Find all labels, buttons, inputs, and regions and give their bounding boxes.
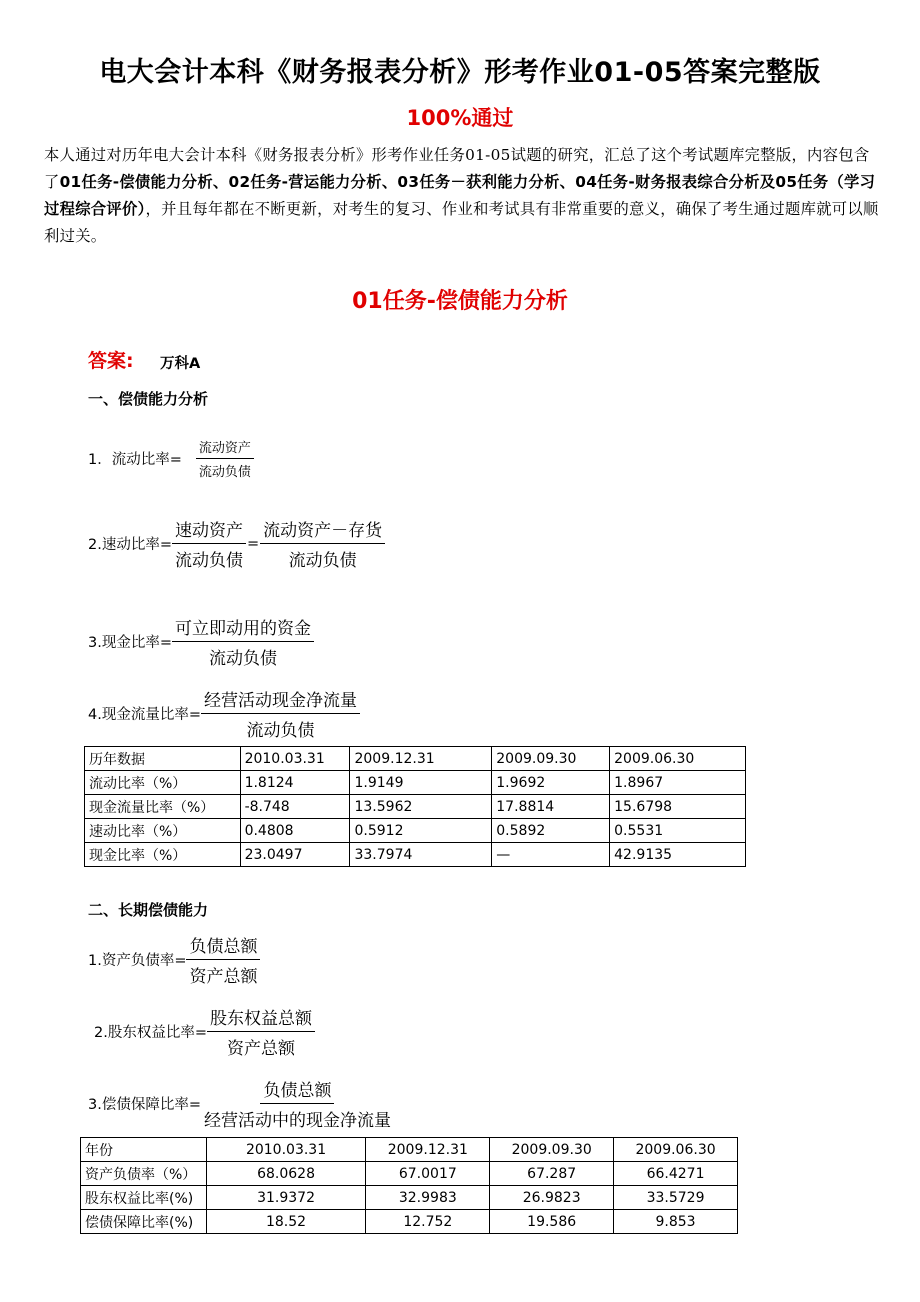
table-cell: 19.586 <box>490 1210 614 1234</box>
numerator: 可立即动用的资金 <box>172 614 314 642</box>
denominator: 流动负债 <box>174 551 243 571</box>
table-cell: 现金比率（%） <box>85 843 241 867</box>
part2-heading: 二、长期偿债能力 <box>88 901 209 919</box>
fraction <box>201 686 360 741</box>
table-cell: 1.9692 <box>492 771 610 795</box>
intro-paragraph <box>44 142 880 250</box>
section-title: 01任务-偿债能力分析 <box>352 289 568 314</box>
table-cell: -8.748 <box>240 795 350 819</box>
table-row <box>85 819 746 843</box>
table-cell: 0.5912 <box>350 819 492 843</box>
part1-heading: 一、偿债能力分析 <box>88 390 209 408</box>
table-header-cell: 2009.12.31 <box>366 1138 490 1162</box>
table-cell: 现金流量比率（%） <box>85 795 241 819</box>
table-cell: 流动比率（%） <box>85 771 241 795</box>
document-subtitle: 100%通过 <box>406 106 514 130</box>
table-cell: 12.752 <box>366 1210 490 1234</box>
fraction <box>186 932 260 987</box>
table-header-row <box>81 1138 738 1162</box>
formula-label: 3.现金比率= <box>88 635 172 651</box>
table-row <box>85 795 746 819</box>
table-cell: 股东权益比率(%) <box>81 1186 207 1210</box>
table-cell: 23.0497 <box>240 843 350 867</box>
table-cell: 18.52 <box>206 1210 366 1234</box>
table-header-row <box>85 747 746 771</box>
table-cell: 67.287 <box>490 1162 614 1186</box>
denominator: 流动负债 <box>246 721 315 741</box>
table-header-cell: 2009.06.30 <box>614 1138 738 1162</box>
equals-sign: = <box>246 535 260 552</box>
solvency-table <box>84 746 746 867</box>
table-header-cell: 历年数据 <box>85 747 241 771</box>
table-header-cell: 2009.06.30 <box>610 747 746 771</box>
table-header-cell: 2010.03.31 <box>206 1138 366 1162</box>
fraction <box>172 516 246 571</box>
denominator: 流动负债 <box>198 465 251 480</box>
formula-label: 1.资产负债率= <box>88 953 187 969</box>
formula-quick-ratio <box>88 516 385 571</box>
table-header-cell: 2010.03.31 <box>240 747 350 771</box>
denominator: 流动负债 <box>288 551 357 571</box>
formula-debt-coverage-ratio <box>88 1076 394 1131</box>
table-cell: 1.9149 <box>350 771 492 795</box>
document-title: 电大会计本科《财务报表分析》形考作业01-05答案完整版 <box>99 57 821 88</box>
table-cell: 31.9372 <box>206 1186 366 1210</box>
fraction <box>260 516 385 571</box>
table-cell: 9.853 <box>614 1210 738 1234</box>
numerator: 经营活动现金净流量 <box>201 686 360 714</box>
table-cell: 33.7974 <box>350 843 492 867</box>
table-cell: 68.0628 <box>206 1162 366 1186</box>
numerator: 流动资产 <box>196 437 254 459</box>
table-cell: 1.8967 <box>610 771 746 795</box>
table-cell: 26.9823 <box>490 1186 614 1210</box>
table-row <box>81 1186 738 1210</box>
answer-label: 答案: <box>88 350 134 372</box>
table-row <box>85 843 746 867</box>
formula-label: 3.偿债保障比率= <box>88 1097 201 1113</box>
table-cell: 13.5962 <box>350 795 492 819</box>
table-cell: 42.9135 <box>610 843 746 867</box>
table-header-cell: 2009.09.30 <box>492 747 610 771</box>
answer-company: 万科A <box>160 356 201 372</box>
formula-current-ratio <box>88 437 254 480</box>
table-cell: 偿债保障比率(%) <box>81 1210 207 1234</box>
table-row <box>81 1162 738 1186</box>
table-cell: 32.9983 <box>366 1186 490 1210</box>
numerator: 流动资产－存货 <box>260 516 385 544</box>
formula-label: 4.现金流量比率= <box>88 707 201 723</box>
numerator: 负债总额 <box>186 932 260 960</box>
formula-equity-ratio <box>94 1004 315 1059</box>
fraction <box>207 1004 315 1059</box>
table-cell: 1.8124 <box>240 771 350 795</box>
numerator: 速动资产 <box>172 516 246 544</box>
table-cell: — <box>492 843 610 867</box>
intro-text-bold: 01任务-偿债能力分析、02任务-营运能力分析、03任务－获利能力分析、04任务-财务报表综合分析及05任务（学习过程综合评价） <box>44 173 876 218</box>
table-row <box>81 1210 738 1234</box>
denominator: 流动负债 <box>208 649 277 669</box>
fraction <box>196 437 254 480</box>
table-cell: 67.0017 <box>366 1162 490 1186</box>
intro-text-1: 本人通过对历年电大会计本科《财务报表分析》形考作业任务01-05试题的研究，汇总了这个考试题库完整版，内容包含了 <box>44 146 870 191</box>
table-cell: 0.5892 <box>492 819 610 843</box>
fraction <box>201 1076 394 1131</box>
denominator: 资产总额 <box>189 967 258 987</box>
formula-label: 2.股东权益比率= <box>94 1025 207 1041</box>
table-cell: 速动比率（%） <box>85 819 241 843</box>
table-cell: 0.5531 <box>610 819 746 843</box>
denominator: 资产总额 <box>226 1039 295 1059</box>
formula-cash-ratio <box>88 614 314 669</box>
formula-label: 1．流动比率= <box>88 452 182 468</box>
formula-label: 2.速动比率= <box>88 537 172 553</box>
formula-debt-ratio <box>88 932 260 987</box>
intro-text-2: ，并且每年都在不断更新，对考生的复习、作业和考试具有非常重要的意义，确保了考生通过题库就可以顺利过关。 <box>44 200 879 245</box>
table-cell: 15.6798 <box>610 795 746 819</box>
table-cell: 资产负债率（%） <box>81 1162 207 1186</box>
table-cell: 66.4271 <box>614 1162 738 1186</box>
table-row <box>85 771 746 795</box>
table-cell: 33.5729 <box>614 1186 738 1210</box>
denominator: 经营活动中的现金净流量 <box>203 1111 391 1131</box>
table-cell: 0.4808 <box>240 819 350 843</box>
fraction <box>172 614 314 669</box>
table-cell: 17.8814 <box>492 795 610 819</box>
numerator: 股东权益总额 <box>207 1004 315 1032</box>
formula-cash-flow-ratio <box>88 686 360 741</box>
long-term-solvency-table <box>80 1137 738 1234</box>
table-header-cell: 年份 <box>81 1138 207 1162</box>
numerator: 负债总额 <box>260 1076 334 1104</box>
table-header-cell: 2009.09.30 <box>490 1138 614 1162</box>
table-header-cell: 2009.12.31 <box>350 747 492 771</box>
